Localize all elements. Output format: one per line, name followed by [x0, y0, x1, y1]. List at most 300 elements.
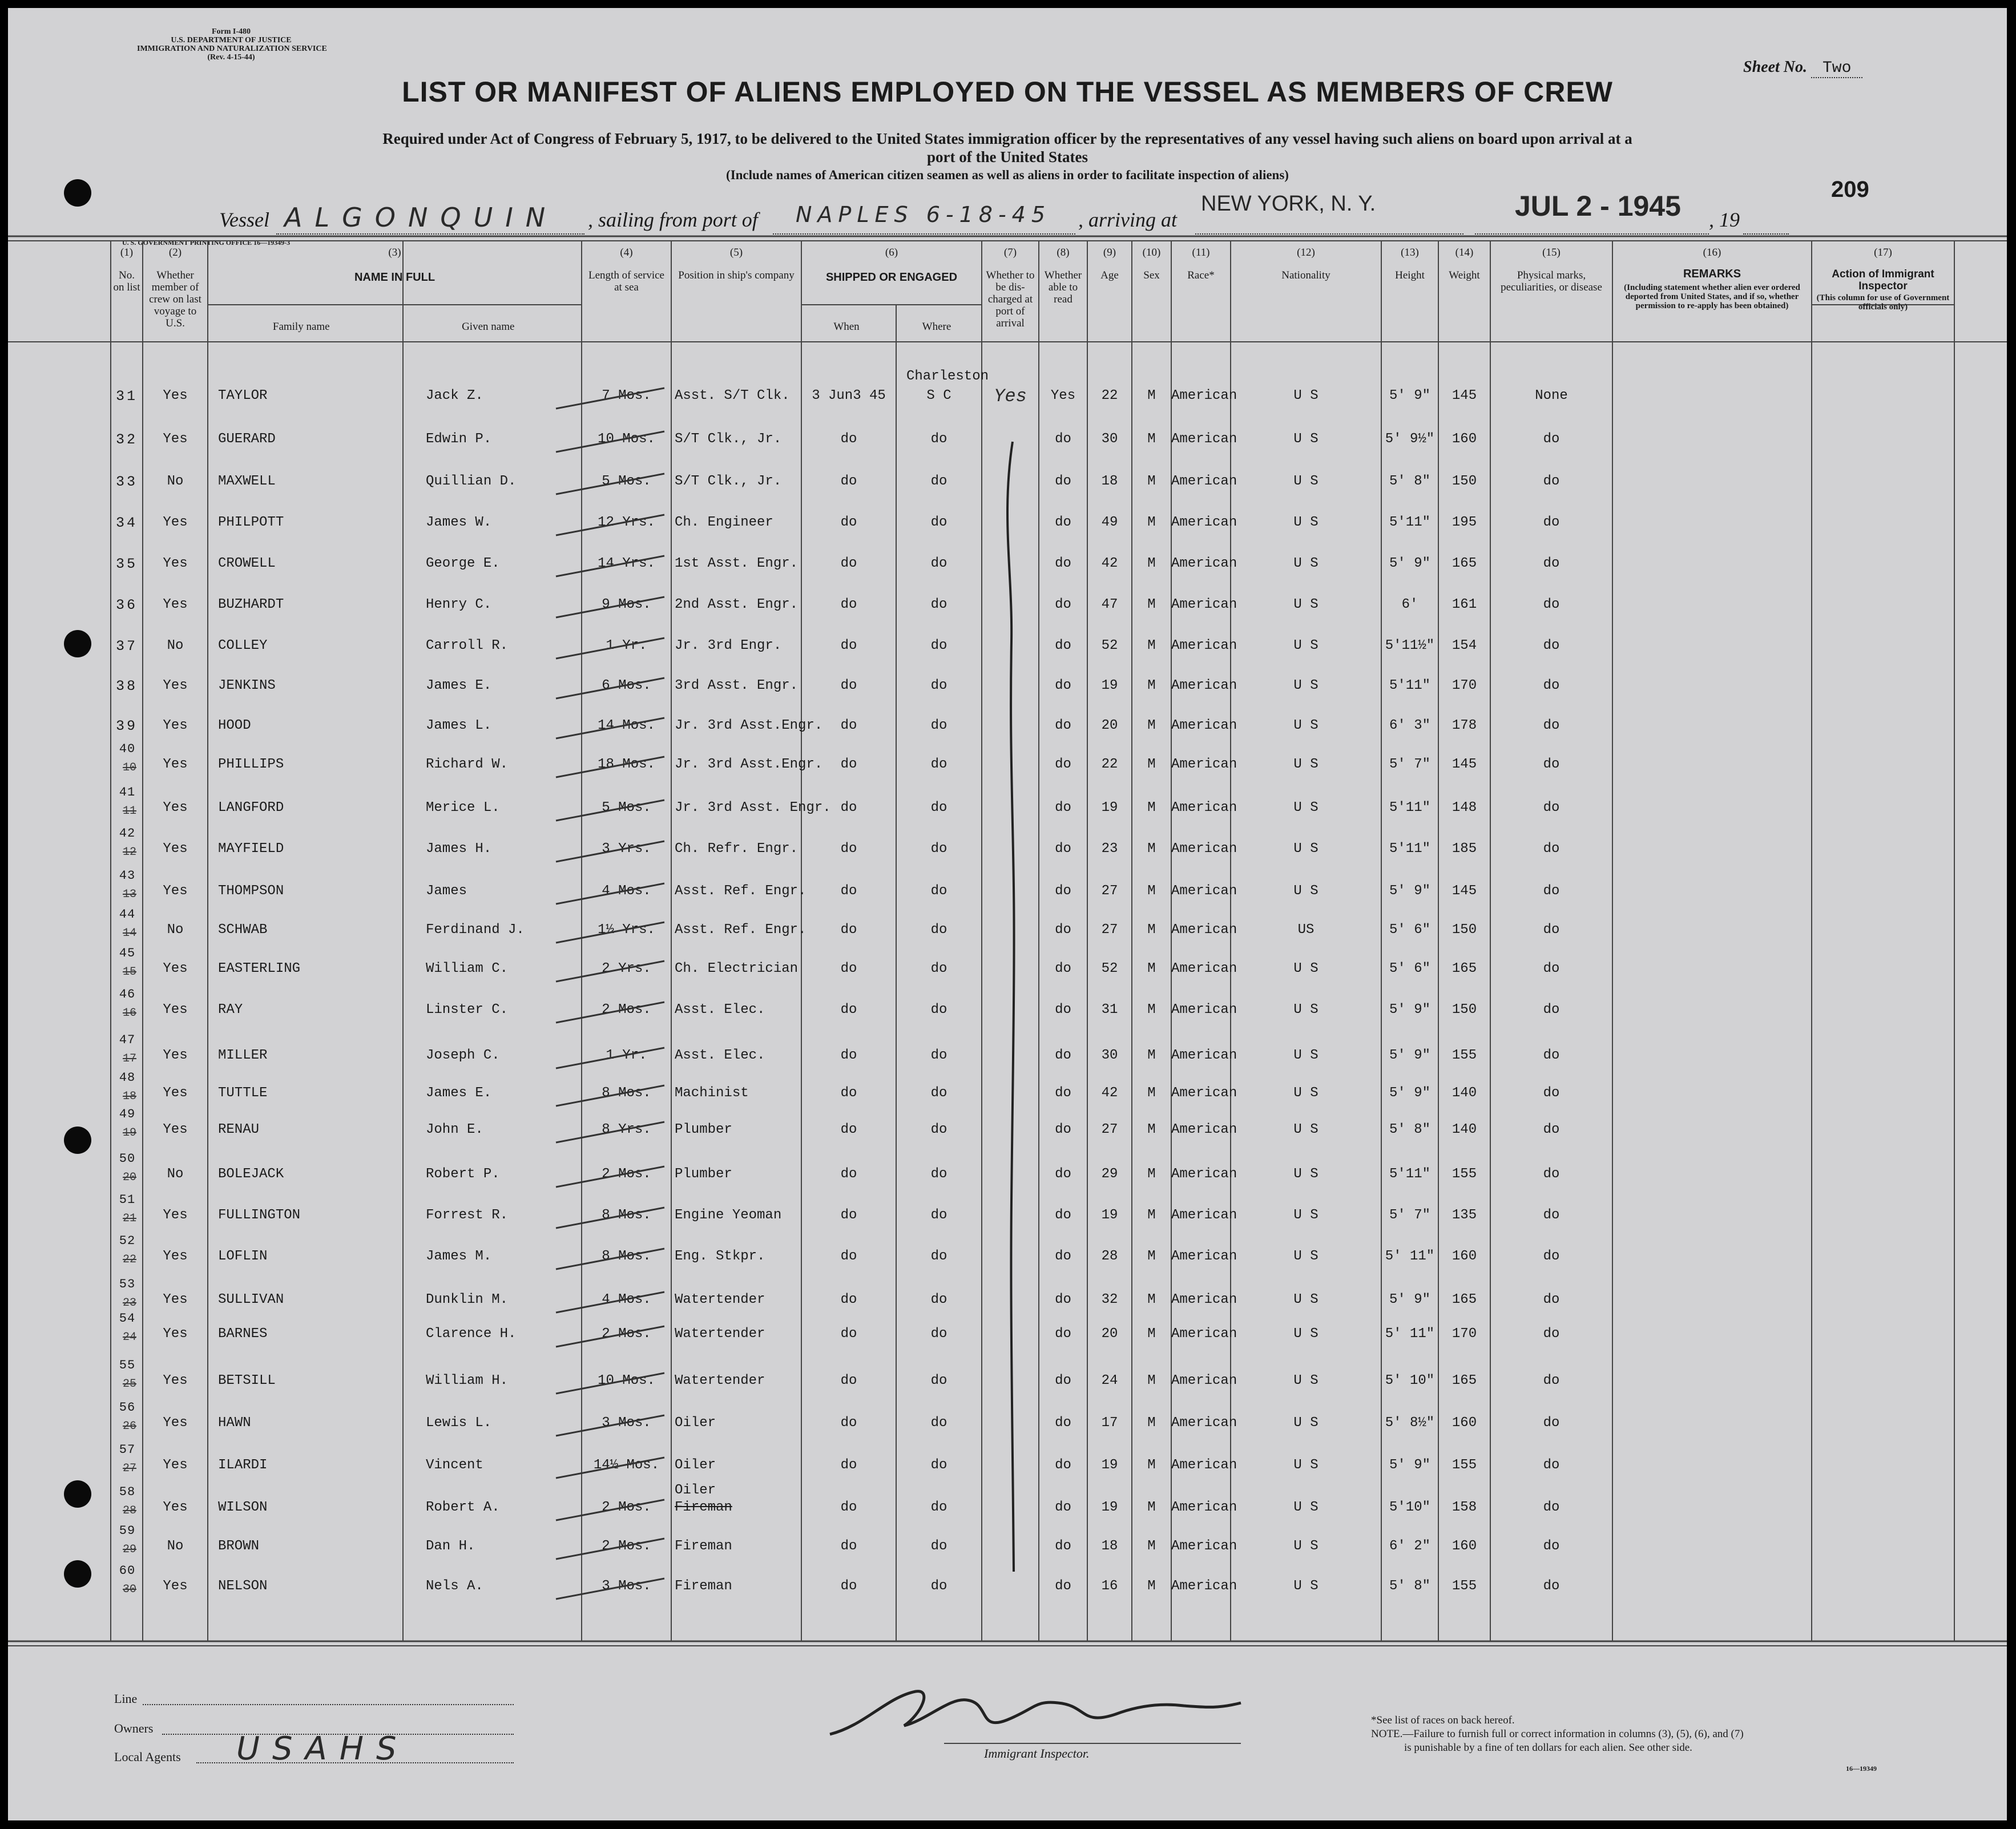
cell-where: do: [930, 757, 947, 772]
cell-age: 27: [1101, 1122, 1118, 1137]
cell-given: Clarence H.: [426, 1326, 517, 1342]
cell-service: 8 Mos.: [602, 1208, 651, 1223]
cell-sex: M: [1147, 757, 1156, 772]
cell-last: No: [167, 638, 184, 653]
cell-weight: 145: [1451, 757, 1477, 772]
column-subnote: (This column for use of Government officials only): [1816, 293, 1950, 312]
cell-nat: U S: [1293, 474, 1319, 489]
cell-sex: M: [1147, 883, 1156, 899]
cell-marks: do: [1543, 1292, 1560, 1307]
cell-given: Quillian D.: [426, 474, 517, 489]
cell-height: 5' 8½": [1385, 1415, 1435, 1431]
page-title: LIST OR MANIFEST OF ALIENS EMPLOYED ON THE VESSEL AS MEMBERS OF CREW: [402, 76, 1613, 108]
cell-when: do: [840, 1415, 857, 1431]
cell-height: 5' 10": [1385, 1373, 1435, 1388]
cell-read: do: [1055, 1249, 1071, 1264]
cell-last: Yes: [163, 1415, 188, 1431]
cell-weight: 154: [1451, 638, 1477, 653]
cell-given: Joseph C.: [426, 1048, 500, 1063]
cell-position: Asst. Ref. Engr.: [675, 883, 807, 899]
cell-given: Vincent: [426, 1457, 483, 1473]
cell-where: do: [930, 1002, 947, 1018]
cell-last: Yes: [163, 1326, 188, 1342]
cell-sex: M: [1147, 431, 1156, 447]
note-prefix: NOTE.: [1371, 1728, 1403, 1740]
cell-nat: U S: [1293, 515, 1319, 530]
cell-family: TUTTLE: [218, 1085, 268, 1101]
cell-family: LOFLIN: [218, 1249, 268, 1264]
cell-age: 42: [1101, 1085, 1118, 1101]
cell-age: 19: [1101, 800, 1118, 815]
cell-height: 5' 9": [1389, 388, 1430, 403]
column-number: (6): [885, 247, 898, 259]
cell-race: American: [1171, 1122, 1237, 1137]
cell-family: CROWELL: [218, 556, 276, 571]
cell-where: do: [930, 800, 947, 815]
original-row-number: 28: [122, 1504, 136, 1517]
cell-position: Ch. Engineer: [675, 515, 773, 530]
cell-height: 5' 6": [1389, 961, 1430, 976]
cell-position: Ch. Electrician: [675, 961, 799, 976]
cell-weight: 135: [1451, 1208, 1477, 1223]
row-number: 43: [119, 869, 136, 883]
cell-age: 23: [1101, 841, 1118, 857]
row-number: 45: [119, 946, 136, 960]
service-tick: [556, 1578, 664, 1599]
service-tick: [556, 1166, 664, 1187]
cell-given: James E.: [426, 678, 492, 693]
cell-family: ILARDI: [218, 1457, 268, 1473]
column-number: (2): [168, 247, 182, 259]
page-number: 209: [1831, 177, 1869, 202]
cell-age: 42: [1101, 556, 1118, 571]
cell-nat: U S: [1293, 1002, 1319, 1018]
cell-marks: None: [1535, 388, 1568, 403]
cell-race: American: [1171, 1326, 1237, 1342]
cell-nat: U S: [1293, 1048, 1319, 1063]
cell-given: Carroll R.: [426, 638, 509, 653]
row-number: 54: [119, 1311, 136, 1326]
cell-nat: U S: [1293, 1373, 1319, 1388]
cell-family: BARNES: [218, 1326, 268, 1342]
cell-height: 6' 3": [1389, 718, 1430, 733]
row-number: 34: [115, 515, 138, 531]
cell-when: do: [840, 1500, 857, 1515]
cell-sex: M: [1147, 678, 1156, 693]
row-number: 56: [119, 1400, 136, 1415]
cell-given: Henry C.: [426, 597, 492, 612]
cell-sex: M: [1147, 1500, 1156, 1515]
row-number: 31: [115, 388, 138, 405]
cell-where: do: [930, 1457, 947, 1473]
cell-given: Edwin P.: [426, 431, 492, 447]
cell-nat: U S: [1293, 1085, 1319, 1101]
column-header: Whether able to read: [1044, 269, 1082, 305]
cell-service: 2 Mos.: [602, 1326, 651, 1342]
cell-age: 30: [1101, 431, 1118, 447]
cell-service: 10 Mos.: [598, 1373, 655, 1388]
cell-service: 5 Mos.: [602, 474, 651, 489]
cell-height: 5' 11": [1385, 1326, 1435, 1342]
note-penalty-2: is punishable by a fine of ten dollars for each alien. See other side.: [1404, 1742, 1692, 1754]
cell-service: 14 Yrs.: [598, 556, 655, 571]
original-row-number: 11: [122, 805, 136, 818]
cell-when: do: [840, 1457, 857, 1473]
cell-position: 1st Asst. Engr.: [675, 556, 799, 571]
cell-position: Watertender: [675, 1326, 765, 1342]
cell-race: American: [1171, 678, 1237, 693]
cell-height: 6' 2": [1389, 1539, 1430, 1554]
cell-service: 10 Mos.: [598, 431, 655, 447]
original-row-number: 27: [122, 1462, 136, 1475]
cell-last: Yes: [163, 1457, 188, 1473]
cell-age: 49: [1101, 515, 1118, 530]
column-header: Nationality: [1281, 269, 1330, 281]
sheet-value: Two: [1811, 59, 1862, 78]
service-tick: [556, 800, 664, 821]
cell-height: 5' 7": [1389, 757, 1430, 772]
required-line-1: Required under Act of Congress of February 5, 1917, to be delivered to the United States immigration officer by the representatives of any vessel having such aliens on board upon arrival at a: [382, 130, 1632, 147]
column-number: (14): [1455, 247, 1474, 259]
cell-age: 16: [1101, 1578, 1118, 1594]
cell-service: 8 Mos.: [602, 1249, 651, 1264]
original-row-number: 29: [122, 1543, 136, 1556]
cell-family: THOMPSON: [218, 883, 284, 899]
cell-given: Merice L.: [426, 800, 500, 815]
cell-height: 5' 8": [1389, 474, 1430, 489]
cell-where: do: [930, 1578, 947, 1594]
cell-family: EASTERLING: [218, 961, 301, 976]
service-tick: [556, 1500, 664, 1520]
cell-family: SULLIVAN: [218, 1292, 284, 1307]
cell-where: do: [930, 718, 947, 733]
inspector-signature: [819, 1680, 1252, 1749]
cell-read: do: [1055, 1048, 1071, 1063]
cell-marks: do: [1543, 841, 1560, 857]
cell-marks: do: [1543, 718, 1560, 733]
cell-where: S C: [926, 388, 951, 403]
cell-when: do: [840, 800, 857, 815]
cell-read: do: [1055, 961, 1071, 976]
service-tick: [556, 883, 664, 904]
cell-family: PHILLIPS: [218, 757, 284, 772]
cell-last: No: [167, 474, 184, 489]
cell-race: American: [1171, 883, 1237, 899]
cell-race: American: [1171, 757, 1237, 772]
cell-family: HAWN: [218, 1415, 251, 1431]
cell-weight: 160: [1451, 1539, 1477, 1554]
service-tick: [556, 1208, 664, 1228]
cell-weight: 160: [1451, 431, 1477, 447]
column-header: Race*: [1187, 269, 1215, 281]
service-tick: [556, 678, 664, 699]
revision: (Rev. 4-15-44): [207, 53, 255, 62]
row-number: 58: [119, 1485, 136, 1499]
cell-last: No: [167, 1539, 184, 1554]
cell-service: 7 Mos.: [602, 388, 651, 403]
cell-nat: U S: [1293, 597, 1319, 612]
cell-marks: do: [1543, 638, 1560, 653]
cell-where: do: [930, 1292, 947, 1307]
cell-nat: U S: [1293, 1122, 1319, 1137]
original-row-number: 12: [122, 846, 136, 859]
service-tick-marks: [539, 373, 687, 1629]
cell-position: Watertender: [675, 1373, 765, 1388]
column-number: (5): [729, 247, 743, 259]
cell-given: Dunklin M.: [426, 1292, 509, 1307]
cell-family: SCHWAB: [218, 922, 268, 938]
cell-family: TAYLOR: [218, 388, 268, 403]
cell-when: 3 Jun3 45: [812, 388, 886, 403]
cell-where: do: [930, 678, 947, 693]
cell-read: do: [1055, 1578, 1071, 1594]
cell-read: do: [1055, 883, 1071, 899]
cell-last: Yes: [163, 388, 188, 403]
cell-service: 14½ Mos.: [593, 1457, 660, 1473]
cell-position: Watertender: [675, 1292, 765, 1307]
cell-position: Plumber: [675, 1122, 732, 1137]
cell-given: Lewis L.: [426, 1415, 492, 1431]
cell-position: Plumber: [675, 1166, 732, 1182]
note-penalty: [1371, 1728, 1744, 1741]
cell-weight: 150: [1451, 474, 1477, 489]
cell-given: Forrest R.: [426, 1208, 509, 1223]
cell-where: do: [930, 1500, 947, 1515]
cell-family: PHILPOTT: [218, 515, 284, 530]
cell-service: 2 Yrs.: [602, 961, 651, 976]
cell-marks: do: [1543, 1578, 1560, 1594]
cell-age: 27: [1101, 883, 1118, 899]
cell-position-correction: Oiler: [675, 1483, 716, 1498]
cell-age: 18: [1101, 1539, 1118, 1554]
line-underline: [143, 1704, 514, 1705]
cell-sex: M: [1147, 800, 1156, 815]
cell-last: Yes: [163, 841, 188, 857]
cell-weight: 185: [1451, 841, 1477, 857]
required-line-3: (Include names of American citizen seamen as well as aliens in order to facilitate inspection of aliens): [726, 168, 1289, 182]
cell-given: Robert A.: [426, 1500, 500, 1515]
service-tick: [556, 718, 664, 738]
cell-position: Jr. 3rd Asst.Engr.: [675, 757, 823, 772]
cell-age: 29: [1101, 1166, 1118, 1182]
cell-given: James H.: [426, 841, 492, 857]
cell-race: American: [1171, 1292, 1237, 1307]
service-tick: [556, 1457, 664, 1478]
cell-read: do: [1055, 1457, 1071, 1473]
cell-race: American: [1171, 474, 1237, 489]
column-subheader: Where: [922, 321, 951, 333]
cell-when: do: [840, 1326, 857, 1342]
cell-given: Robert P.: [426, 1166, 500, 1182]
service-tick: [556, 757, 664, 777]
cell-last: No: [167, 1166, 184, 1182]
cell-race: American: [1171, 1415, 1237, 1431]
cell-when: do: [840, 1208, 857, 1223]
cell-where: do: [930, 474, 947, 489]
cell-height: 5' 9": [1389, 1002, 1430, 1018]
cell-position: Jr. 3rd Asst. Engr.: [675, 800, 831, 815]
cell-position: Engine Yeoman: [675, 1208, 782, 1223]
arriving-port: NEW YORK, N. Y.: [1201, 192, 1376, 216]
cell-family: RENAU: [218, 1122, 260, 1137]
sheet-label: Sheet No.: [1743, 58, 1807, 76]
service-tick: [556, 1415, 664, 1436]
required-line-2: port of the United States: [927, 148, 1088, 165]
column-number: (16): [1703, 247, 1721, 259]
cell-height: 5'11": [1389, 841, 1430, 857]
cell-service: 2 Mos.: [602, 1002, 651, 1018]
cell-when: do: [840, 474, 857, 489]
cell-sex: M: [1147, 922, 1156, 938]
service-tick: [556, 1292, 664, 1313]
cell-given: Ferdinand J.: [426, 922, 525, 938]
cell-where: do: [930, 1122, 947, 1137]
column-number: (4): [620, 247, 633, 259]
cell-age: 31: [1101, 1002, 1118, 1018]
cell-sex: M: [1147, 1539, 1156, 1554]
cell-read: do: [1055, 431, 1071, 447]
cell-last: Yes: [163, 1578, 188, 1594]
cell-age: 19: [1101, 1457, 1118, 1473]
row-number: 41: [119, 785, 136, 800]
row-number: 49: [119, 1107, 136, 1121]
service-tick: [556, 388, 664, 409]
column-header: Physical marks, peculiarities, or disease: [1501, 269, 1602, 293]
cell-last: Yes: [163, 431, 188, 447]
row-number: 51: [119, 1193, 136, 1207]
column-number: (1): [120, 247, 134, 259]
cell-weight: 140: [1451, 1122, 1477, 1137]
column-number: (13): [1401, 247, 1419, 259]
cell-marks: do: [1543, 1002, 1560, 1018]
cell-age: 52: [1101, 961, 1118, 976]
cell-where: do: [930, 1373, 947, 1388]
cell-read: do: [1055, 1539, 1071, 1554]
cell-service: 12 Yrs.: [598, 515, 655, 530]
cell-when: do: [840, 841, 857, 857]
cell-weight: 145: [1451, 883, 1477, 899]
cell-where: do: [930, 1539, 947, 1554]
service-tick: [556, 1249, 664, 1269]
cell-when: do: [840, 718, 857, 733]
cell-race: American: [1171, 1208, 1237, 1223]
cell-family: BUZHARDT: [218, 597, 284, 612]
cell-height: 5' 9": [1389, 1292, 1430, 1307]
cell-position: Jr. 3rd Engr.: [675, 638, 782, 653]
cell-given: James W.: [426, 515, 492, 530]
cell-last: Yes: [163, 1249, 188, 1264]
cell-position: 3rd Asst. Engr.: [675, 678, 799, 693]
cell-where: do: [930, 1048, 947, 1063]
print-office: U. S. GOVERNMENT PRINTING OFFICE 16—19349-3: [122, 239, 291, 247]
row-number: 32: [115, 431, 138, 448]
original-row-number: 14: [122, 927, 136, 940]
service-tick: [556, 431, 664, 452]
cell-position: Oiler: [675, 1457, 716, 1473]
cell-height: 5'11": [1389, 800, 1430, 815]
row-number: 38: [115, 678, 138, 695]
cell-read: do: [1055, 597, 1071, 612]
cell-family: BROWN: [218, 1539, 260, 1554]
original-row-number: 24: [122, 1331, 136, 1344]
cell-weight: 155: [1451, 1578, 1477, 1594]
row-number: 35: [115, 556, 138, 572]
cell-last: Yes: [163, 757, 188, 772]
cell-where: do: [930, 515, 947, 530]
cell-last: Yes: [163, 883, 188, 899]
cell-read: do: [1055, 1415, 1071, 1431]
cell-service: 3 Mos.: [602, 1578, 651, 1594]
cell-last: Yes: [163, 1208, 188, 1223]
cell-marks: do: [1543, 757, 1560, 772]
row-number: 57: [119, 1443, 136, 1457]
service-tick: [556, 1048, 664, 1068]
cell-given: Jack Z.: [426, 388, 483, 403]
cell-nat: U S: [1293, 388, 1319, 403]
cell-read: do: [1055, 922, 1071, 938]
cell-service: 4 Mos.: [602, 883, 651, 899]
cell-family: MAYFIELD: [218, 841, 284, 857]
cell-given: James L.: [426, 718, 492, 733]
cell-position: Fireman: [675, 1578, 732, 1594]
cell-given: William H.: [426, 1373, 509, 1388]
cell-race: American: [1171, 388, 1237, 403]
cell-read: do: [1055, 638, 1071, 653]
row-number: 48: [119, 1071, 136, 1085]
cell-given: James M.: [426, 1249, 492, 1264]
cell-marks: do: [1543, 678, 1560, 693]
column-subnote: (Including statement whether alien ever ordered deported from United States, and if so, whether permission to re-apply has been obtained): [1624, 283, 1800, 310]
cell-height: 5' 9½": [1385, 431, 1435, 447]
cell-nat: U S: [1293, 883, 1319, 899]
cell-marks: do: [1543, 556, 1560, 571]
cell-height: 5'11½": [1385, 638, 1435, 653]
cell-nat: U S: [1293, 1457, 1319, 1473]
cell-marks: do: [1543, 515, 1560, 530]
cell-when: do: [840, 1292, 857, 1307]
cell-where: do: [930, 1249, 947, 1264]
row-number: 50: [119, 1152, 136, 1166]
column-number: (10): [1142, 247, 1161, 259]
cell-marks: do: [1543, 1539, 1560, 1554]
original-row-number: 30: [122, 1583, 136, 1596]
column-number: (17): [1874, 247, 1892, 259]
cell-race: American: [1171, 961, 1237, 976]
cell-race: American: [1171, 597, 1237, 612]
cell-weight: 170: [1451, 678, 1477, 693]
cell-where: do: [930, 1415, 947, 1431]
column-header: Age: [1100, 269, 1119, 281]
cell-nat: U S: [1293, 1292, 1319, 1307]
cell-marks: do: [1543, 883, 1560, 899]
cell-position: 2nd Asst. Engr.: [675, 597, 799, 612]
cell-marks: do: [1543, 1457, 1560, 1473]
cell-when: do: [840, 1085, 857, 1101]
cell-sex: M: [1147, 474, 1156, 489]
cell-given: Linster C.: [426, 1002, 509, 1018]
column-number: (7): [1003, 247, 1017, 259]
cell-height: 5' 8": [1389, 1122, 1430, 1137]
cell-family: GUERARD: [218, 431, 276, 447]
row-number: 36: [115, 597, 138, 613]
service-tick: [556, 474, 664, 494]
cell-family: WILSON: [218, 1500, 268, 1515]
inspector-label: Immigrant Inspector.: [984, 1746, 1090, 1761]
cell-when: do: [840, 556, 857, 571]
row-number: 40: [119, 742, 136, 756]
column-subheader: When: [833, 321, 860, 333]
cell-marks: do: [1543, 1085, 1560, 1101]
